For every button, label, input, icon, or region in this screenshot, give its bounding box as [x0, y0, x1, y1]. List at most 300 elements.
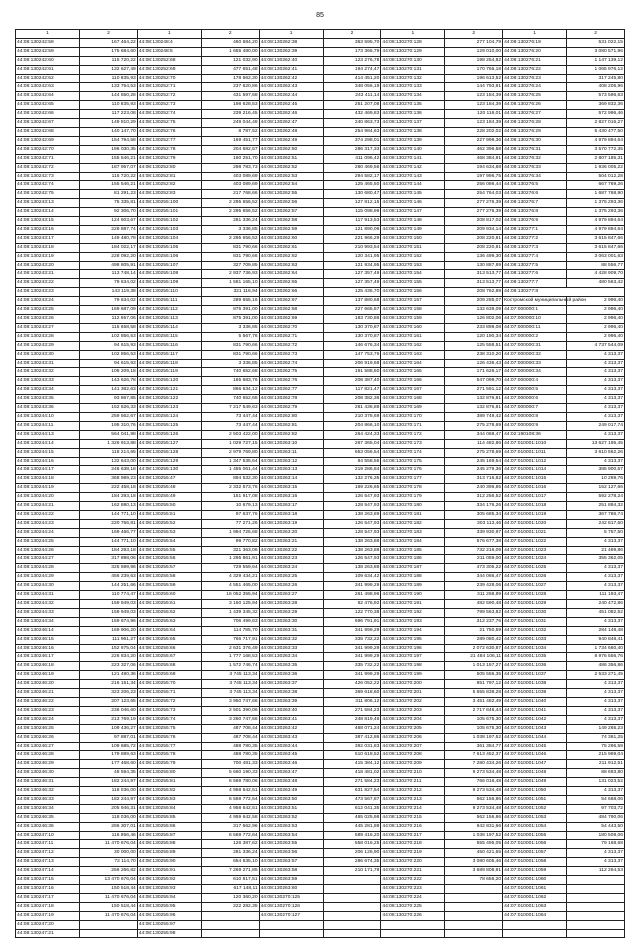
cadastral-number-cell: 44:08:130270:162	[381, 341, 445, 350]
table-row	[16, 831, 625, 840]
cadastral-number-cell: 44:08:130270:220	[381, 858, 445, 867]
table-row	[16, 341, 625, 350]
cadastral-number-cell: 44:08:130270:186	[381, 555, 445, 564]
cadastral-number-cell: 44:07:010001:1054	[503, 822, 567, 831]
cadastral-number-cell: 44:07:010001:1060	[503, 876, 567, 885]
table-row	[16, 208, 625, 217]
cadastral-number-cell: 44:08:130255:88	[137, 840, 201, 849]
cadastral-number-cell: 44:08:130244:20	[16, 493, 80, 502]
cadastral-number-cell: 44:07:010001:1033	[503, 635, 567, 644]
cadastral-value-cell: 4 313,37	[567, 564, 625, 573]
cadastral-value-cell: 341 999,29	[323, 582, 381, 591]
cadastral-number-cell: 44:08:130255:81	[137, 778, 201, 787]
cadastral-number-cell: 44:07:000000:11	[503, 323, 567, 332]
cadastral-value-cell: 1 295 861,91	[201, 555, 259, 564]
cadastral-number-cell: 44:07:010001:1029	[503, 600, 567, 609]
cadastral-value-cell: 133 754,53	[80, 83, 138, 92]
cadastral-value-cell: 504 012,28	[567, 172, 625, 181]
cadastral-number-cell: 44:08:130255:74	[137, 715, 201, 724]
cadastral-number-cell: 44:08:130262:41	[259, 65, 323, 74]
cadastral-number-cell: 44:07:010001:1055	[503, 831, 567, 840]
cadastral-value-cell: 4 329 434,21	[201, 573, 259, 582]
cadastral-value-cell: 4 313,37	[567, 858, 625, 867]
cadastral-number-cell: 44:07:000000:5	[503, 386, 567, 395]
cadastral-value-cell: 21 750,59	[445, 626, 503, 635]
cadastral-number-cell: 44:08:130255:120	[137, 377, 201, 386]
cadastral-number-cell: 44:08:130270:223	[381, 885, 445, 894]
cadastral-value-cell: 7 280 434,26	[445, 760, 503, 769]
cadastral-value-cell: 251 207,08	[323, 101, 381, 110]
cadastral-number-cell: 44:08:130270:156	[381, 288, 445, 297]
cadastral-value-cell: 236 046,60	[80, 706, 138, 715]
cadastral-value-cell: 204 866,10	[323, 421, 381, 430]
cadastral-value-cell: 484 790,06	[567, 813, 625, 822]
column-header: 1	[381, 30, 445, 39]
cadastral-value-cell: 547 099,70	[445, 377, 503, 386]
cadastral-number-cell: 44:08:130276:34	[503, 172, 567, 181]
table-row	[16, 555, 625, 564]
cadastral-value-cell: 115 720,22	[80, 56, 138, 65]
cadastral-number-cell: 44:07:000000:8	[503, 412, 567, 421]
cadastral-value-cell: 125 558,51	[445, 341, 503, 350]
cadastral-value-cell: 126 547,93	[323, 555, 381, 564]
cadastral-number-cell: 44:08:130270:184	[381, 537, 445, 546]
cadastral-number-cell: 44:08:130255:122	[137, 395, 201, 404]
cadastral-value-cell: 208 382,36	[323, 395, 381, 404]
cadastral-value-cell: 480 563,42	[567, 279, 625, 288]
table-row	[16, 65, 625, 74]
cadastral-value-cell: 114 482,86	[445, 439, 503, 448]
cadastral-value-cell: 387 412,86	[323, 733, 381, 742]
cadastral-value-cell: 1 687 768,90	[567, 190, 625, 199]
cadastral-number-cell: 44:08:130263:10	[259, 439, 323, 448]
column-header: 2	[567, 30, 625, 39]
cadastral-number-cell: 44:08:130255:48	[137, 484, 201, 493]
cadastral-number-cell: 44:08:130263:39	[259, 697, 323, 706]
cadastral-number-cell	[259, 929, 323, 938]
cadastral-number-cell: 44:07:010001:1064	[503, 911, 567, 920]
table-row	[16, 929, 625, 938]
cadastral-number-cell: 44:08:130255:116	[137, 341, 201, 350]
cadastral-number-cell: 44:08:130262:46	[259, 110, 323, 119]
cadastral-value-cell: 259 562,67	[80, 412, 138, 421]
cadastral-number-cell: 44:08:130270:197	[381, 653, 445, 662]
cadastral-value-cell: 4 313,37	[567, 377, 625, 386]
cadastral-number-cell: 44:08:130270:215	[381, 813, 445, 822]
cadastral-number-cell: 44:08:130247:13	[16, 858, 80, 867]
cadastral-number-cell: 44:08:130255:94	[137, 893, 201, 902]
cadastral-number-cell: 44:08:130242:59	[16, 47, 80, 56]
cadastral-value-cell	[323, 876, 381, 885]
cadastral-value-cell	[445, 929, 503, 938]
cadastral-number-cell: 44:08:130243:13	[16, 199, 80, 208]
cadastral-number-cell: 44:08:130255:95	[137, 902, 201, 911]
table-row	[16, 154, 625, 163]
cadastral-value-cell: 256 086,44	[445, 181, 503, 190]
cadastral-value-cell: 130 370,87	[323, 332, 381, 341]
cadastral-number-cell: 44:08:130270:135	[381, 101, 445, 110]
cadastral-number-cell: 44:08:130270:134	[381, 92, 445, 101]
cadastral-number-cell: 44:08:130262:55	[259, 190, 323, 199]
cadastral-value-cell: 117 821,47	[323, 386, 381, 395]
cadastral-value-cell: 138 263,88	[323, 537, 381, 546]
cadastral-number-cell: 44:07:000000:2	[503, 332, 567, 341]
cadastral-number-cell: 44:08:130262:74	[259, 359, 323, 368]
cadastral-number-cell: 44:08:130262:58	[259, 217, 323, 226]
cadastral-number-cell: 44:08:130255:90	[137, 858, 201, 867]
cadastral-number-cell: 44:08:130270:209	[381, 760, 445, 769]
cadastral-value-cell: 4 313,37	[567, 582, 625, 591]
cadastral-number-cell: 44:08:130262:43	[259, 83, 323, 92]
cadastral-value-cell: 238 310,20	[445, 350, 503, 359]
cadastral-value-cell: 127 357,49	[323, 279, 381, 288]
cadastral-value-cell: 74 361,25	[567, 733, 625, 742]
cadastral-number-cell: 44:07:010001:1038	[503, 680, 567, 689]
table-row	[16, 537, 625, 546]
cadastral-value-cell: 414 451,20	[323, 74, 381, 83]
table-body	[16, 38, 625, 938]
table-row	[16, 697, 625, 706]
cadastral-number-cell: 44:08:130244:28	[16, 564, 80, 573]
cadastral-value-cell: 169 687,09	[80, 306, 138, 315]
cadastral-number-cell: 44:08:130262:80	[259, 412, 323, 421]
table-row	[16, 671, 625, 680]
cadastral-number-cell: 44:08:130270:199	[381, 671, 445, 680]
cadastral-number-cell: 44:08:130270:144	[381, 181, 445, 190]
cadastral-value-cell: 286 307,01	[80, 822, 138, 831]
cadastral-number-cell: 44:07:010001:1032	[503, 626, 567, 635]
cadastral-value-cell: 239 216,45	[201, 110, 259, 119]
cadastral-value-cell: 75 296,59	[567, 742, 625, 751]
cadastral-value-cell: 126 436,43	[445, 359, 503, 368]
cadastral-value-cell: 4 313,37	[567, 359, 625, 368]
cadastral-number-cell: 44:08:130270:126	[259, 902, 323, 911]
cadastral-number-cell: 44:08:130276:32	[503, 154, 567, 163]
cadastral-number-cell: 44:07:010001:1058	[503, 858, 567, 867]
cadastral-value-cell: 369 618,60	[323, 689, 381, 698]
cadastral-value-cell: 1 013 157,27	[445, 662, 503, 671]
cadastral-number-cell: 44:08:130276:26	[503, 101, 567, 110]
cadastral-number-cell: 44:08:130255:124	[137, 412, 201, 421]
cadastral-number-cell: 44:08:130246:34	[16, 804, 80, 813]
cadastral-number-cell: 44:08:130270:226	[381, 911, 445, 920]
cadastral-value-cell: 4 958 642,51	[201, 804, 259, 813]
cadastral-number-cell: 44:08:130263:59	[259, 876, 323, 885]
cadastral-number-cell: 44:07:010001:1026	[503, 573, 567, 582]
cadastral-number-cell: 44:08:130263:37	[259, 680, 323, 689]
cadastral-number-cell: 44:08:130252:81	[137, 172, 201, 181]
cadastral-number-cell: 44:08:130262:77	[259, 386, 323, 395]
cadastral-value-cell: 10 289,76	[567, 475, 625, 484]
cadastral-value-cell: 325 599,96	[80, 564, 138, 573]
cadastral-number-cell: 44:07:010001:1053	[503, 813, 567, 822]
cadastral-number-cell: 44:08:130246:28	[16, 751, 80, 760]
cadastral-number-cell: 44:08:130270:174	[381, 448, 445, 457]
cadastral-number-cell: 44:08:130262:60	[259, 234, 323, 243]
cadastral-value-cell	[323, 929, 381, 938]
cadastral-value-cell: 21 489,86	[567, 546, 625, 555]
cadastral-value-cell: 313 513,77	[445, 279, 503, 288]
cadastral-number-cell: 44:08:130270:189	[381, 582, 445, 591]
cadastral-value-cell: 2 996,40	[567, 297, 625, 306]
cadastral-value-cell: 118 214,65	[80, 448, 138, 457]
cadastral-value-cell: 9 273 534,48	[445, 769, 503, 778]
cadastral-value-cell: 361 384,77	[445, 742, 503, 751]
cadastral-number-cell: 44:08:130242:62	[16, 74, 80, 83]
cadastral-value-cell: 13 627 195,45	[567, 439, 625, 448]
cadastral-number-cell: 44:07:010001:1010	[503, 439, 567, 448]
cadastral-value-cell: 228 887,74	[80, 225, 138, 234]
cadastral-value-cell: 94 615,93	[80, 359, 138, 368]
cadastral-number-cell: 44:08:130255:87	[137, 831, 201, 840]
table-row	[16, 225, 625, 234]
cadastral-value-cell	[201, 911, 259, 920]
cadastral-value-cell: 298 783,73	[201, 163, 259, 172]
cadastral-value-cell: 240 863,73	[323, 119, 381, 128]
cadastral-number-cell: 44:08:130270:159	[381, 315, 445, 324]
cadastral-value-cell: 3 080 571,96	[567, 47, 625, 56]
cadastral-value-cell: 197 996,75	[445, 172, 503, 181]
cadastral-number-cell: 44:08:130262:81	[259, 421, 323, 430]
cadastral-value-cell: 162 880,13	[80, 502, 138, 511]
cadastral-number-cell: 44:08:130270:177	[381, 475, 445, 484]
table-row	[16, 288, 625, 297]
cadastral-number-cell: 44:08:130243:17	[16, 234, 80, 243]
cadastral-value-cell: 109 436,27	[80, 724, 138, 733]
cadastral-value-cell: 1 734 660,40	[567, 644, 625, 653]
cadastral-number-cell: 44:08:130263:54	[259, 831, 323, 840]
cadastral-number-cell: 44:08:130270:213	[381, 795, 445, 804]
cadastral-number-cell: 44:07:010001:1056	[503, 840, 567, 849]
cadastral-number-cell: 44:08:130255:65	[137, 635, 201, 644]
cadastral-number-cell: 44:08:130270:222	[381, 876, 445, 885]
cadastral-number-cell: 44:07:010001:1047	[503, 760, 567, 769]
cadastral-number-cell: 44:08:130263:18	[259, 510, 323, 519]
cadastral-number-cell: 44:08:130263:19	[259, 519, 323, 528]
cadastral-value-cell: 631 827,54	[323, 787, 381, 796]
cadastral-value-cell: 99 770,82	[201, 537, 259, 546]
cadastral-value-cell: 149 265,23	[567, 724, 625, 733]
cadastral-number-cell: 44:08:130243:14	[16, 208, 80, 217]
cadastral-value-cell: 341 999,29	[323, 653, 381, 662]
cadastral-value-cell: 187 957,07	[80, 163, 138, 172]
cadastral-number-cell: 44:08:130255:60	[137, 591, 201, 600]
cadastral-number-cell: 44:08:130262:45	[259, 101, 323, 110]
cadastral-value-cell: 204 682,57	[201, 145, 259, 154]
cadastral-number-cell: 44:08:130255:73	[137, 706, 201, 715]
cadastral-value-cell: 303 113,46	[445, 519, 503, 528]
cadastral-number-cell: 44:08:130270:155	[381, 279, 445, 288]
table-row	[16, 920, 625, 929]
table-row	[16, 181, 625, 190]
cadastral-number-cell: 44:08:130244:26	[16, 546, 80, 555]
cadastral-number-cell: 44:08:130255:121	[137, 386, 201, 395]
cadastral-value-cell: 488 780,35	[201, 742, 259, 751]
cadastral-value-cell: 2 332 573,76	[201, 484, 259, 493]
table-row	[16, 315, 625, 324]
cadastral-number-cell: 44:07:000000:31	[503, 341, 567, 350]
cadastral-number-cell: 44:08:130262:59	[259, 225, 323, 234]
cadastral-value-cell: 125 436,70	[323, 288, 381, 297]
cadastral-number-cell: 44:08:130255:105	[137, 243, 201, 252]
cadastral-value-cell: 179 889,63	[80, 751, 138, 760]
cadastral-value-cell: 732 216,09	[445, 546, 503, 555]
column-header: 1	[16, 30, 80, 39]
table-row	[16, 813, 625, 822]
cadastral-value-cell: 4 428 909,70	[567, 270, 625, 279]
cadastral-number-cell: 44:08:130270:160	[381, 323, 445, 332]
cadastral-value-cell: 3 615 847,66	[567, 234, 625, 243]
cadastral-number-cell: 44:08:130243:21	[16, 270, 80, 279]
cadastral-number-cell: 44:08:130255:112	[137, 306, 201, 315]
cadastral-value-cell: 341 999,29	[323, 671, 381, 680]
cadastral-value-cell: 159 949,03	[80, 608, 138, 617]
cadastral-number-cell: 44:07:010001:1027	[503, 582, 567, 591]
cadastral-number-cell: 44:08:130270:137	[381, 119, 445, 128]
cadastral-number-cell: 44:08:130255:108	[137, 270, 201, 279]
cadastral-value-cell: 21 484 106,11	[445, 653, 503, 662]
cadastral-number-cell: 44:07:010001:1048	[503, 769, 567, 778]
cadastral-number-cell: 44:08:130270:157	[381, 297, 445, 306]
cadastral-value-cell: 5 567,76	[201, 332, 259, 341]
cadastral-value-cell: 851 797,12	[445, 680, 503, 689]
cadastral-value-cell: 4 979 894,64	[567, 225, 625, 234]
cadastral-value-cell: 227 665,57	[323, 306, 381, 315]
cadastral-value-cell: 130 370,87	[323, 323, 381, 332]
cadastral-number-cell: 44:08:130263:20	[259, 528, 323, 537]
cadastral-number-cell: 44:08:130263:40	[259, 706, 323, 715]
cadastral-number-cell: 44:07:010001:1022	[503, 537, 567, 546]
cadastral-value-cell	[445, 885, 503, 894]
cadastral-number-cell: 44:08:130277:4	[503, 252, 567, 261]
cadastral-number-cell: 44:08:130270:219	[381, 849, 445, 858]
cadastral-number-cell: 44:08:130255:123	[137, 404, 201, 413]
cadastral-value-cell: 4 313,37	[567, 573, 625, 582]
table-row	[16, 484, 625, 493]
cadastral-number-cell: 44:07:010001:1020	[503, 519, 567, 528]
cadastral-number-cell: 44:08:130248:4	[137, 38, 201, 47]
column-header: 2	[80, 30, 138, 39]
table-row	[16, 199, 625, 208]
cadastral-value-cell: 339 930,97	[445, 528, 503, 537]
cadastral-number-cell: 44:08:130247:16	[16, 885, 80, 894]
cadastral-value-cell: 468 071,24	[323, 724, 381, 733]
table-row	[16, 751, 625, 760]
cadastral-value-cell: 152 626,33	[80, 404, 138, 413]
cadastral-number-cell: 44:08:130263:27	[259, 591, 323, 600]
cadastral-number-cell: 44:08:130270:139	[381, 136, 445, 145]
cadastral-value-cell: 122 770,38	[323, 608, 381, 617]
cadastral-value-cell: 198 254,82	[445, 56, 503, 65]
cadastral-value-cell: 1 936 005,22	[567, 163, 625, 172]
cadastral-number-cell: 44:08:130262:73	[259, 350, 323, 359]
data-table	[15, 29, 625, 938]
cadastral-value-cell: 246 638,18	[80, 466, 138, 475]
cadastral-number-cell: 44:08:130252:73	[137, 101, 201, 110]
cadastral-value-cell: 123 184,39	[445, 119, 503, 128]
cadastral-value-cell: 11 470 676,04	[80, 893, 138, 902]
cadastral-value-cell: 73 447,44	[201, 421, 259, 430]
table-row	[16, 778, 625, 787]
cadastral-value-cell: 2 533 271,45	[567, 671, 625, 680]
cadastral-number-cell: 44:08:130262:38	[259, 38, 323, 47]
cadastral-number-cell: 44:08:130270:212	[381, 787, 445, 796]
cadastral-value-cell: 13 470 676,04	[80, 876, 138, 885]
cadastral-number-cell: 44:08:130262:40	[259, 56, 323, 65]
cadastral-value-cell: 700 481,33	[201, 760, 259, 769]
table-row	[16, 742, 625, 751]
cadastral-value-cell: 240 396,85	[445, 484, 503, 493]
cadastral-number-cell: 44:08:130255:49	[137, 493, 201, 502]
cadastral-value-cell: 311 268,89	[445, 591, 503, 600]
cadastral-number-cell: Костромской муниципальный район	[503, 297, 567, 306]
cadastral-number-cell: 44:08:130242:73	[16, 172, 80, 181]
cadastral-number-cell: 44:08:130270:216	[381, 822, 445, 831]
cadastral-number-cell: 44:08:130255:114	[137, 323, 201, 332]
cadastral-number-cell: 44:08:130244:17	[16, 466, 80, 475]
cadastral-number-cell: 44:07:000000:1	[503, 306, 567, 315]
cadastral-number-cell: 44:07:010001:1028	[503, 591, 567, 600]
cadastral-value-cell: 5 655 838,28	[445, 689, 503, 698]
cadastral-value-cell: 2 979 769,80	[201, 448, 259, 457]
cadastral-number-cell: 44:08:130276:6	[503, 190, 567, 199]
cadastral-number-cell: 44:08:130262:54	[259, 181, 323, 190]
cadastral-value-cell: 226 834,20	[80, 653, 138, 662]
cadastral-number-cell: 44:08:130255:98	[137, 929, 201, 938]
cadastral-number-cell: 44:08:130276:22	[503, 65, 567, 74]
cadastral-value-cell: 531 022,15	[567, 38, 625, 47]
table-row	[16, 83, 625, 92]
cadastral-value-cell: 1 994 725,68	[201, 528, 259, 537]
cadastral-number-cell: 44:08:130263:32	[259, 635, 323, 644]
cadastral-number-cell: 44:08:130255:103	[137, 225, 201, 234]
table-row	[16, 404, 625, 413]
cadastral-value-cell: 171 626,17	[445, 368, 503, 377]
cadastral-number-cell: 44:08:130255:56	[137, 555, 201, 564]
cadastral-value-cell: 271 584,23	[323, 778, 381, 787]
cadastral-number-cell: 44:08:130262:75	[259, 368, 323, 377]
cadastral-value-cell: 127 812,15	[323, 199, 381, 208]
cadastral-number-cell: 44:08:130276:30	[503, 136, 567, 145]
cadastral-value-cell: 403 089,69	[201, 172, 259, 181]
cadastral-value-cell: 233 898,08	[445, 323, 503, 332]
cadastral-value-cell: 108 209,18	[80, 368, 138, 377]
table-row	[16, 332, 625, 341]
cadastral-number-cell: 44:08:130270:204	[381, 715, 445, 724]
cadastral-value-cell: 468 384,91	[445, 154, 503, 163]
cadastral-number-cell: 44:08:130270:193	[381, 617, 445, 626]
cadastral-number-cell: 44:07:010001:1034	[503, 644, 567, 653]
cadastral-number-cell: 44:08:130244:10	[16, 412, 80, 421]
cadastral-value-cell: 54 443,50	[567, 822, 625, 831]
cadastral-number-cell: 44:08:130255:64	[137, 626, 201, 635]
cadastral-value-cell: 335 732,22	[323, 635, 381, 644]
cadastral-value-cell: 184 293,18	[80, 493, 138, 502]
cadastral-value-cell: 460 684,20	[201, 38, 259, 47]
cadastral-number-cell: 44:08:130270:153	[381, 261, 445, 270]
cadastral-value-cell: 367 786,74	[567, 510, 625, 519]
cadastral-number-cell: 44:08:130255:117	[137, 350, 201, 359]
cadastral-number-cell: 44:08:130270:170	[381, 412, 445, 421]
cadastral-number-cell: 44:08:130263:26	[259, 582, 323, 591]
cadastral-value-cell: 120 190,34	[445, 332, 503, 341]
cadastral-value-cell	[567, 902, 625, 911]
cadastral-value-cell: 175 684,60	[80, 47, 138, 56]
column-header: 2	[323, 30, 381, 39]
cadastral-number-cell: 44:08:130242:66	[16, 110, 80, 119]
table-row	[16, 502, 625, 511]
cadastral-value-cell: 196 030,35	[80, 145, 138, 154]
